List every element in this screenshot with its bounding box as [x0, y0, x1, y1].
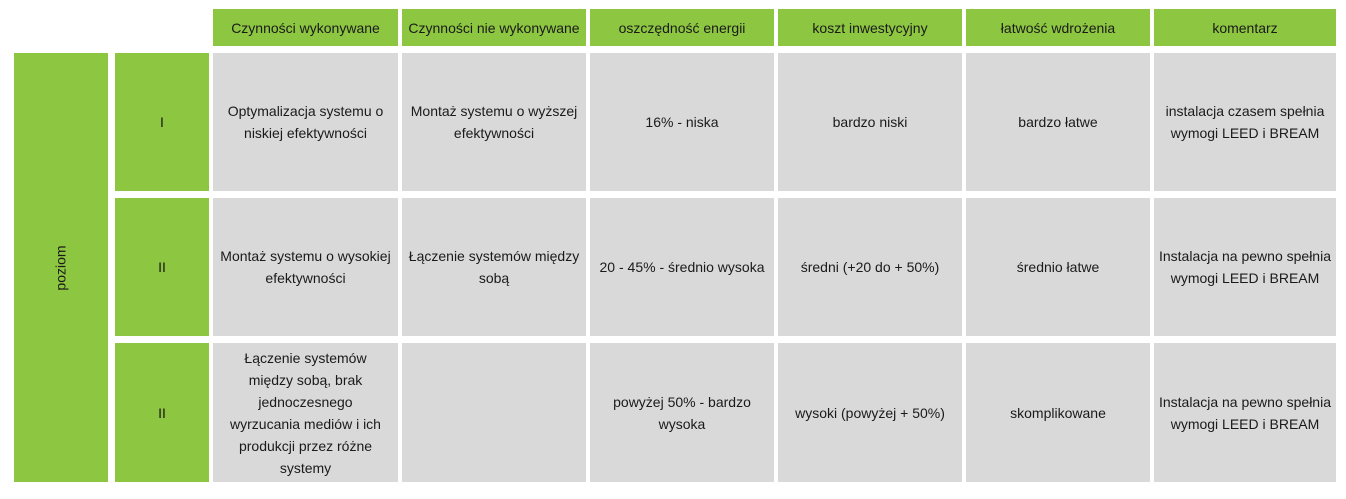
table-cell: Montaż systemu o wysokiej efektywności: [213, 198, 398, 336]
table-cell: bardzo niski: [778, 53, 962, 191]
table-cell: instalacja czasem spełnia wymogi LEED i BREAM: [1154, 53, 1336, 191]
table-cell: wysoki (powyżej + 50%): [778, 343, 962, 482]
table-cell: [402, 343, 586, 482]
table-cell: skomplikowane: [966, 343, 1150, 482]
table-cell: średni (+20 do + 50%): [778, 198, 962, 336]
table-cell: Instalacja na pewno spełnia wymogi LEED i BREAM: [1154, 343, 1336, 482]
table-cell: Instalacja na pewno spełnia wymogi LEED i BREAM: [1154, 198, 1336, 336]
table-cell: Łączenie systemów między sobą: [402, 198, 586, 336]
level-cell: II: [115, 198, 209, 336]
table-cell: 16% - niska: [590, 53, 774, 191]
column-header-koszt-inwestycyjny: koszt inwestycyjny: [778, 9, 962, 46]
column-header-latwosc-wdrozenia: łatwość wdrożenia: [966, 9, 1150, 46]
row-group-label-text: poziom: [52, 244, 69, 291]
column-header-oszczednosc-energii: oszczędność energii: [590, 9, 774, 46]
table-cell: Montaż systemu o wyższej efektywności: [402, 53, 586, 191]
table-cell: 20 - 45% - średnio wysoka: [590, 198, 774, 336]
column-header-komentarz: komentarz: [1154, 9, 1336, 46]
table-cell: Optymalizacja systemu o niskiej efektywności: [213, 53, 398, 191]
table-cell: bardzo łatwe: [966, 53, 1150, 191]
table-cell: średnio łatwe: [966, 198, 1150, 336]
column-header-czynnosci-nie-wykonywane: Czynności nie wykonywane: [402, 9, 586, 46]
level-cell: I: [115, 53, 209, 191]
table-cell: Łączenie systemów między sobą, brak jednoczesnego wyrzucania mediów i ich produkcji przez różne systemy: [213, 343, 398, 482]
table-cell: powyżej 50% - bardzo wysoka: [590, 343, 774, 482]
level-cell: II: [115, 343, 209, 482]
row-group-label: [14, 53, 108, 482]
column-header-czynnosci-wykonywane: Czynności wykonywane: [213, 9, 398, 46]
